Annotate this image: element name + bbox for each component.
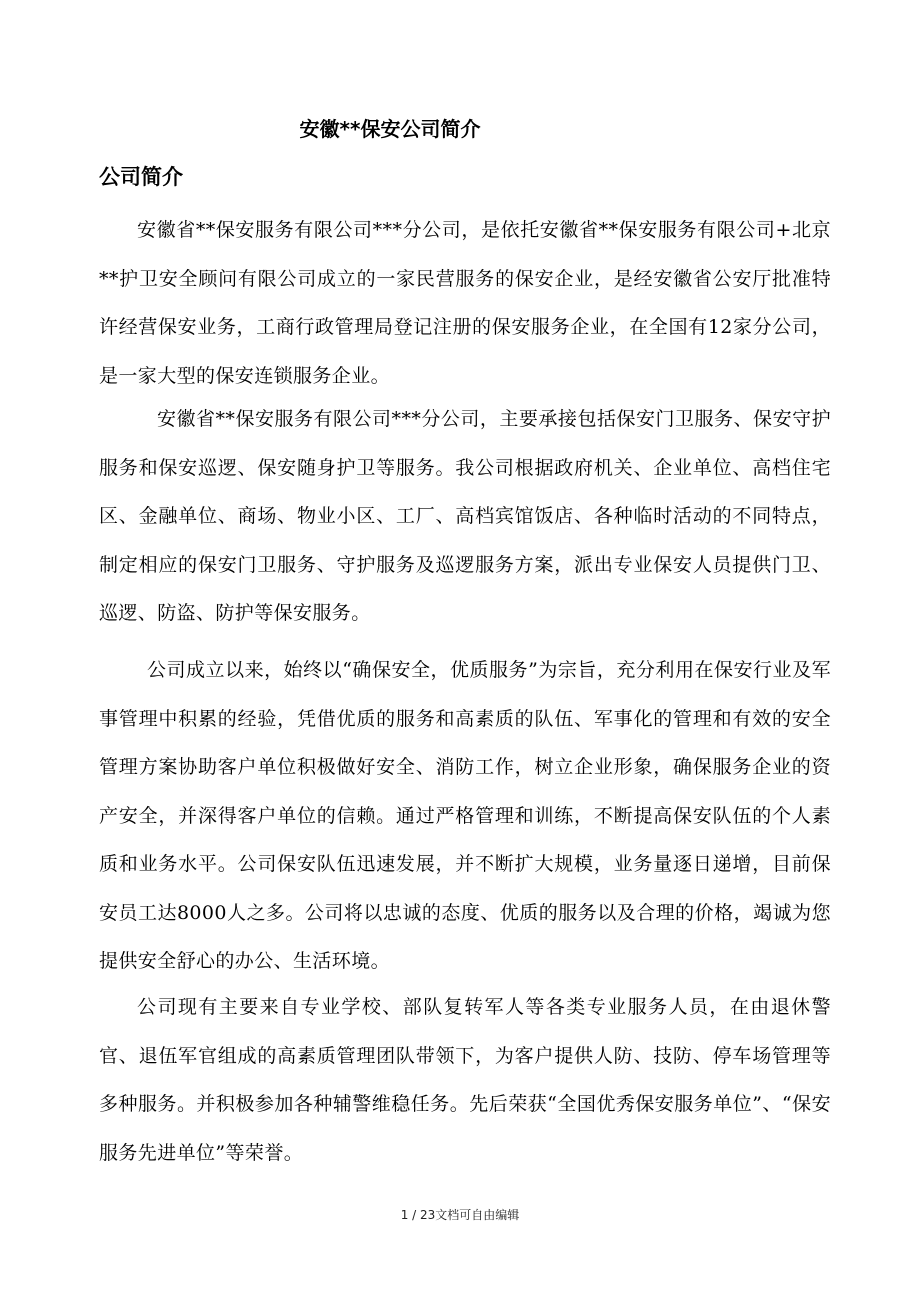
paragraph-history: 公司成立以来，始终以“确保安全，优质服务”为宗旨，充分利用在保安行业及军事管理中积累的经验，凭借优质的服务和高素质的队伍、军事化的管理和有效的安全管理方案协助客户单位积极做好安全、消防工作，树立企业形象，确保服务企业的资产安全，并深得客户单位的信赖。通过严格管理和训练，不断提高保安队伍的个人素质和业务水平。公司保安队伍迅速发展，并不断扩大规模，业务量逐日递增，目前保安员工达8000人之多。公司将以忠诚的态度、优质的服务以及合理的价格，竭诚为您提供安全舒心的办公、生活环境。 [99,659,831,972]
document-title: 安徽**保安公司简介 [299,117,481,141]
paragraph-company-overview: 安徽省**保安服务有限公司***分公司，是依托安徽省**保安服务有限公司+北京**护卫安全顾问有限公司成立的一家民营服务的保安企业，是经安徽省公安厅批准特许经营保安业务，工商行政管理局登记注册的保安服务企业，在全国有12家分公司，是一家大型的保安连锁服务企业。 [99,219,831,387]
section-heading: 公司简介 [99,165,183,189]
paragraph-services: 安徽省**保安服务有限公司***分公司，主要承接包括保安门卫服务、保安守护服务和保安巡逻、保安随身护卫等服务。我公司根据政府机关、企业单位、高档住宅区、金融单位、商场、物业小区、工厂、高档宾馆饭店、各种临时活动的不同特点，制定相应的保安门卫服务、守护服务及巡逻服务方案，派出专业保安人员提供门卫、巡逻、防盗、防护等保安服务。 [99,408,831,624]
paragraph-staff-honors: 公司现有主要来自专业学校、部队复转军人等各类专业服务人员，在由退休警官、退伍军官组成的高素质管理团队带领下，为客户提供人防、技防、停车场管理等多种服务。并积极参加各种辅警维稳任务。先后荣获“全国优秀保安服务单位”、“保安服务先进单位”等荣誉。 [99,996,831,1164]
page-footer: 1 / 23文档可自由编辑 [400,1208,520,1222]
